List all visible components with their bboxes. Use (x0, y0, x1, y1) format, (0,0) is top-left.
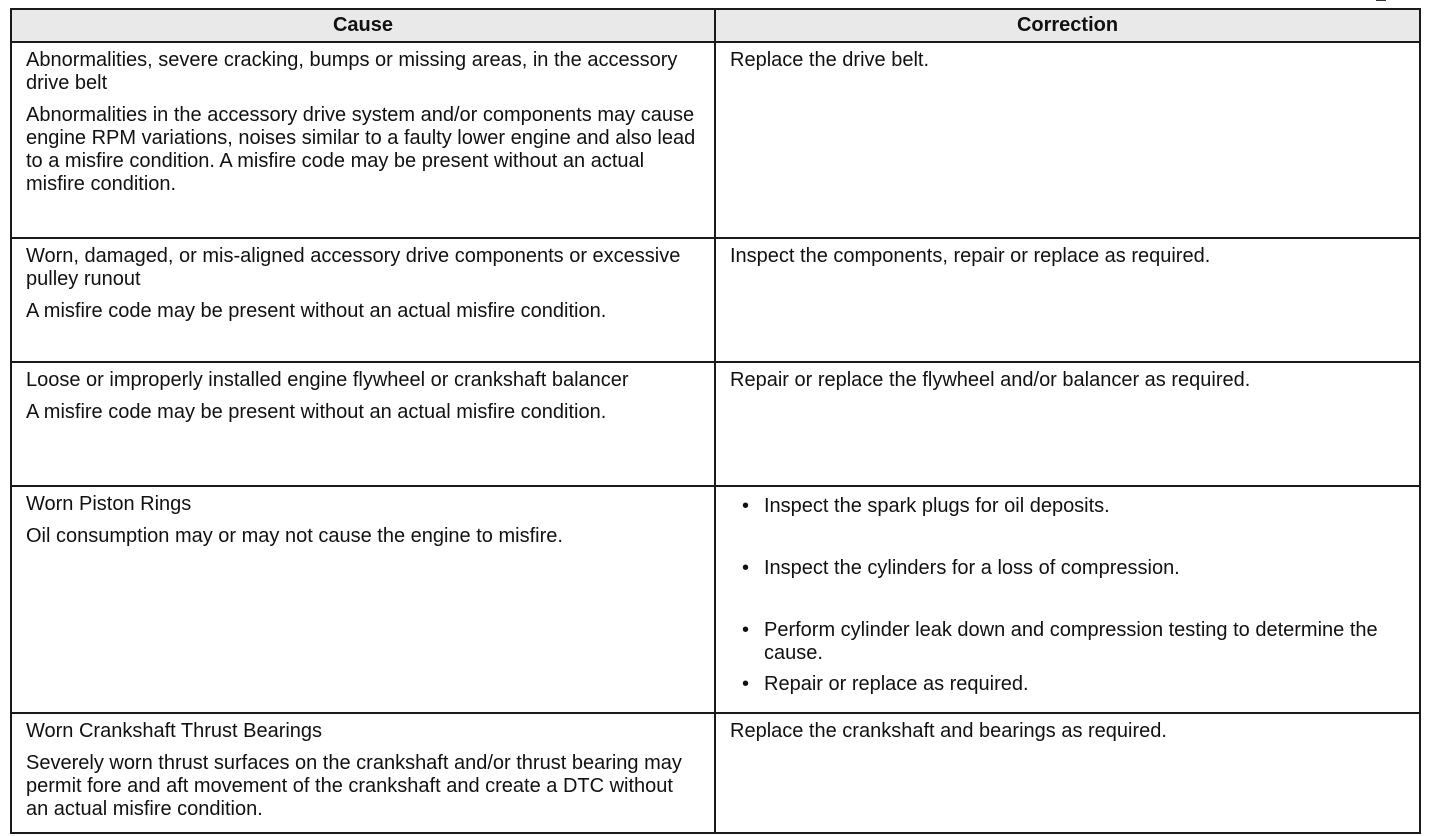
correction-text: Replace the crankshaft and bearings as required. (730, 720, 1167, 742)
cause-cell (11, 362, 715, 486)
cause-title: Loose or improperly installed engine flywheel or crankshaft balancer (26, 369, 629, 391)
correction-list (730, 495, 1405, 696)
correction-text: Repair or replace the flywheel and/or balancer as required. (730, 369, 1251, 391)
correction-list-item: • Repair or replace as required. (764, 673, 1405, 696)
cause-detail: A misfire code may be present without an actual misfire condition. (26, 300, 607, 322)
cause-detail: Oil consumption may or may not cause the engine to misfire. (26, 525, 563, 547)
cause-cell (11, 486, 715, 713)
correction-cell (715, 238, 1420, 362)
correction-list-item: • Perform cylinder leak down and compression testing to determine the cause. (764, 619, 1405, 665)
correction-list-item: • Inspect the cylinders for a loss of compression. (764, 557, 1405, 580)
correction-cell (715, 486, 1420, 713)
cause-title: Abnormalities, severe cracking, bumps or missing areas, in the accessory drive belt (26, 49, 678, 94)
table-row (11, 362, 1420, 486)
cause-title: Worn Piston Rings (26, 493, 192, 515)
cause-cell (11, 713, 715, 833)
diagnosis-table (10, 8, 1421, 834)
table-row (11, 42, 1420, 238)
table-row (11, 713, 1420, 833)
correction-list-item: • Inspect the spark plugs for oil deposits. (764, 495, 1405, 518)
table-header-row (11, 9, 1420, 42)
table-row (11, 486, 1420, 713)
correction-cell (715, 713, 1420, 833)
correction-text: Inspect the components, repair or replace as required. (730, 245, 1211, 267)
table-row (11, 238, 1420, 362)
cause-detail: A misfire code may be present without an actual misfire condition. (26, 401, 607, 423)
correction-text: Replace the drive belt. (730, 49, 930, 71)
header-correction: Correction (715, 9, 1420, 42)
page-edge-mark (1376, 0, 1386, 5)
cause-title: Worn Crankshaft Thrust Bearings (26, 720, 323, 742)
cause-detail: Abnormalities in the accessory drive system and/or components may cause engine RPM variations, noises similar to a faulty lower engine and also lead to a misfire condition. A misfire code may be present without an actual misfire condition. (26, 104, 696, 195)
correction-cell (715, 42, 1420, 238)
cause-cell (11, 238, 715, 362)
header-cause: Cause (11, 9, 715, 42)
correction-cell (715, 362, 1420, 486)
cause-detail: Severely worn thrust surfaces on the crankshaft and/or thrust bearing may permit fore and aft movement of the crankshaft and create a DTC without an actual misfire condition. (26, 752, 682, 820)
cause-title: Worn, damaged, or mis-aligned accessory drive components or excessive pulley runout (26, 245, 681, 290)
cause-cell (11, 42, 715, 238)
